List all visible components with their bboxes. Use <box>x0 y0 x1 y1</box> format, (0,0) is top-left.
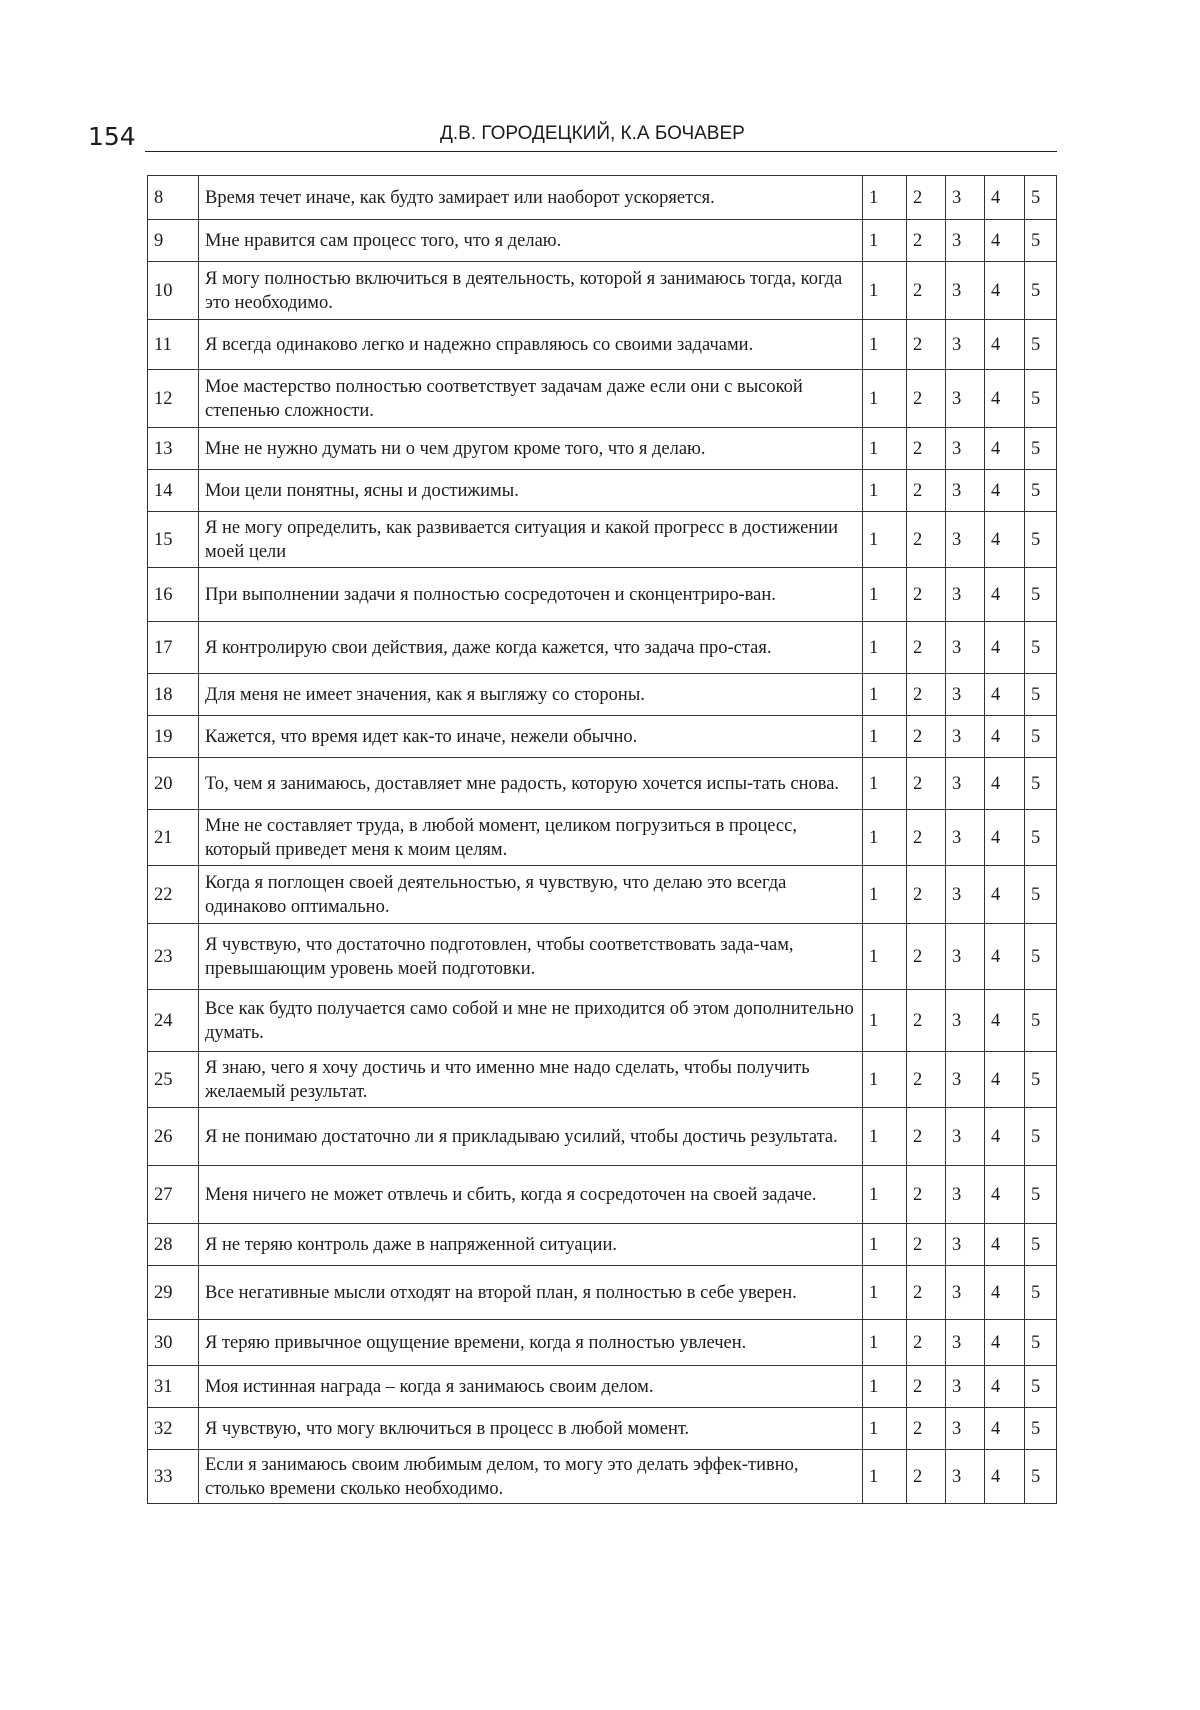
scale-option-1[interactable]: 1 <box>863 924 907 990</box>
scale-option-5[interactable]: 5 <box>1025 1166 1057 1224</box>
scale-option-3[interactable]: 3 <box>946 674 985 716</box>
scale-option-1[interactable]: 1 <box>863 1108 907 1166</box>
item-number: 16 <box>148 568 199 622</box>
table-row <box>148 1366 1057 1408</box>
scale-option-3[interactable]: 3 <box>946 262 985 320</box>
item-statement: Время течет иначе, как будто замирает или наоборот ускоряется. <box>199 176 863 220</box>
scale-option-5[interactable]: 5 <box>1025 262 1057 320</box>
item-number: 20 <box>148 758 199 810</box>
item-number: 15 <box>148 512 199 568</box>
scale-option-4[interactable]: 4 <box>985 1320 1025 1366</box>
scale-option-5[interactable]: 5 <box>1025 370 1057 428</box>
item-number: 27 <box>148 1166 199 1224</box>
scale-option-3[interactable]: 3 <box>946 924 985 990</box>
scale-option-3[interactable]: 3 <box>946 176 985 220</box>
item-number: 28 <box>148 1224 199 1266</box>
scale-option-5[interactable]: 5 <box>1025 866 1057 924</box>
scale-option-3[interactable]: 3 <box>946 512 985 568</box>
scale-option-3[interactable]: 3 <box>946 1366 985 1408</box>
table-row <box>148 1166 1057 1224</box>
item-statement: Мне нравится сам процесс того, что я делаю. <box>199 220 863 262</box>
scale-option-5[interactable]: 5 <box>1025 470 1057 512</box>
table-row <box>148 1450 1057 1504</box>
item-number: 18 <box>148 674 199 716</box>
scale-option-1[interactable]: 1 <box>863 1224 907 1266</box>
item-number: 32 <box>148 1408 199 1450</box>
scale-option-1[interactable]: 1 <box>863 1366 907 1408</box>
scale-option-5[interactable]: 5 <box>1025 990 1057 1052</box>
item-number: 17 <box>148 622 199 674</box>
scale-option-2[interactable]: 2 <box>907 512 946 568</box>
scale-option-4[interactable]: 4 <box>985 622 1025 674</box>
item-number: 23 <box>148 924 199 990</box>
item-statement: Я контролирую свои действия, даже когда кажется, что задача про-стая. <box>199 622 863 674</box>
scale-option-1[interactable]: 1 <box>863 716 907 758</box>
scale-option-2[interactable]: 2 <box>907 1266 946 1320</box>
running-title: Д.В. ГОРОДЕЦКИЙ, К.А БОЧАВЕР <box>440 123 745 144</box>
table-row <box>148 370 1057 428</box>
scale-option-2[interactable]: 2 <box>907 262 946 320</box>
item-statement: Меня ничего не может отвлечь и сбить, когда я сосредоточен на своей задаче. <box>199 1166 863 1224</box>
table-row <box>148 176 1057 220</box>
scale-option-1[interactable]: 1 <box>863 674 907 716</box>
scale-option-1[interactable]: 1 <box>863 428 907 470</box>
item-number: 33 <box>148 1450 199 1504</box>
scale-option-3[interactable]: 3 <box>946 1166 985 1224</box>
scale-option-2[interactable]: 2 <box>907 1408 946 1450</box>
item-number: 26 <box>148 1108 199 1166</box>
scale-option-4[interactable]: 4 <box>985 512 1025 568</box>
item-number: 12 <box>148 370 199 428</box>
item-statement: Я теряю привычное ощущение времени, когда я полностью увлечен. <box>199 1320 863 1366</box>
scale-option-1[interactable]: 1 <box>863 1166 907 1224</box>
scale-option-2[interactable]: 2 <box>907 758 946 810</box>
scale-option-5[interactable]: 5 <box>1025 1320 1057 1366</box>
scale-option-5[interactable]: 5 <box>1025 320 1057 370</box>
scale-option-3[interactable]: 3 <box>946 622 985 674</box>
scale-option-5[interactable]: 5 <box>1025 428 1057 470</box>
table-row <box>148 428 1057 470</box>
scale-option-1[interactable]: 1 <box>863 810 907 866</box>
scale-option-1[interactable]: 1 <box>863 866 907 924</box>
table-row <box>148 1408 1057 1450</box>
item-number: 29 <box>148 1266 199 1320</box>
page-number: 154 <box>88 122 136 151</box>
scale-option-1[interactable]: 1 <box>863 220 907 262</box>
item-statement: Я не теряю контроль даже в напряженной ситуации. <box>199 1224 863 1266</box>
scale-option-1[interactable]: 1 <box>863 1320 907 1366</box>
table-row <box>148 512 1057 568</box>
item-statement: Когда я поглощен своей деятельностью, я чувствую, что делаю это всегда одинаково оптимально. <box>199 866 863 924</box>
scale-option-3[interactable]: 3 <box>946 1408 985 1450</box>
scale-option-4[interactable]: 4 <box>985 758 1025 810</box>
table-row <box>148 758 1057 810</box>
scale-option-4[interactable]: 4 <box>985 1408 1025 1450</box>
scale-option-2[interactable]: 2 <box>907 866 946 924</box>
scale-option-2[interactable]: 2 <box>907 1166 946 1224</box>
scale-option-1[interactable]: 1 <box>863 512 907 568</box>
scale-option-4[interactable]: 4 <box>985 866 1025 924</box>
table-row <box>148 1108 1057 1166</box>
scale-option-4[interactable]: 4 <box>985 320 1025 370</box>
scale-option-5[interactable]: 5 <box>1025 1366 1057 1408</box>
scale-option-3[interactable]: 3 <box>946 1108 985 1166</box>
scale-option-2[interactable]: 2 <box>907 810 946 866</box>
scale-option-3[interactable]: 3 <box>946 370 985 428</box>
scale-option-5[interactable]: 5 <box>1025 758 1057 810</box>
scale-option-2[interactable]: 2 <box>907 990 946 1052</box>
scale-option-4[interactable]: 4 <box>985 810 1025 866</box>
scale-option-2[interactable]: 2 <box>907 1052 946 1108</box>
scale-option-4[interactable]: 4 <box>985 428 1025 470</box>
scale-option-5[interactable]: 5 <box>1025 1450 1057 1504</box>
header-rule <box>145 151 1057 152</box>
scale-option-2[interactable]: 2 <box>907 220 946 262</box>
item-statement: Моя истинная награда – когда я занимаюсь своим делом. <box>199 1366 863 1408</box>
scale-option-2[interactable]: 2 <box>907 674 946 716</box>
table-row <box>148 262 1057 320</box>
scale-option-4[interactable]: 4 <box>985 470 1025 512</box>
scale-option-2[interactable]: 2 <box>907 1224 946 1266</box>
item-statement: Мое мастерство полностью соответствует задачам даже если они с высокой степенью сложности. <box>199 370 863 428</box>
scale-option-3[interactable]: 3 <box>946 866 985 924</box>
scale-option-4[interactable]: 4 <box>985 1052 1025 1108</box>
scale-option-1[interactable]: 1 <box>863 176 907 220</box>
item-number: 11 <box>148 320 199 370</box>
survey-table <box>147 175 1057 1504</box>
item-statement: Я могу полностью включиться в деятельность, которой я занимаюсь тогда, когда это необходимо. <box>199 262 863 320</box>
scale-option-5[interactable]: 5 <box>1025 176 1057 220</box>
table-row <box>148 622 1057 674</box>
item-statement: Все негативные мысли отходят на второй план, я полностью в себе уверен. <box>199 1266 863 1320</box>
scale-option-2[interactable]: 2 <box>907 716 946 758</box>
item-number: 14 <box>148 470 199 512</box>
table-row <box>148 866 1057 924</box>
scale-option-2[interactable]: 2 <box>907 1320 946 1366</box>
scale-option-3[interactable]: 3 <box>946 1266 985 1320</box>
item-statement: Я чувствую, что достаточно подготовлен, чтобы соответствовать зада-чам, превышающим уровень моей подготовки. <box>199 924 863 990</box>
scale-option-5[interactable]: 5 <box>1025 220 1057 262</box>
scale-option-5[interactable]: 5 <box>1025 1408 1057 1450</box>
scale-option-2[interactable]: 2 <box>907 370 946 428</box>
scale-option-1[interactable]: 1 <box>863 320 907 370</box>
table-row <box>148 924 1057 990</box>
item-statement: Я чувствую, что могу включиться в процесс в любой момент. <box>199 1408 863 1450</box>
scale-option-3[interactable]: 3 <box>946 428 985 470</box>
scale-option-3[interactable]: 3 <box>946 1450 985 1504</box>
table-row <box>148 220 1057 262</box>
item-statement: Я не могу определить, как развивается ситуация и какой прогресс в достижении моей цели <box>199 512 863 568</box>
item-number: 8 <box>148 176 199 220</box>
scale-option-4[interactable]: 4 <box>985 1224 1025 1266</box>
item-statement: Для меня не имеет значения, как я выгляжу со стороны. <box>199 674 863 716</box>
item-number: 9 <box>148 220 199 262</box>
scale-option-4[interactable]: 4 <box>985 990 1025 1052</box>
scale-option-4[interactable]: 4 <box>985 924 1025 990</box>
item-number: 31 <box>148 1366 199 1408</box>
scale-option-3[interactable]: 3 <box>946 320 985 370</box>
scale-option-1[interactable]: 1 <box>863 262 907 320</box>
scale-option-5[interactable]: 5 <box>1025 1266 1057 1320</box>
scale-option-5[interactable]: 5 <box>1025 716 1057 758</box>
scale-option-1[interactable]: 1 <box>863 1450 907 1504</box>
scale-option-5[interactable]: 5 <box>1025 622 1057 674</box>
scale-option-5[interactable]: 5 <box>1025 674 1057 716</box>
scale-option-2[interactable]: 2 <box>907 428 946 470</box>
item-number: 22 <box>148 866 199 924</box>
scale-option-3[interactable]: 3 <box>946 716 985 758</box>
item-statement: Мои цели понятны, ясны и достижимы. <box>199 470 863 512</box>
item-statement: То, чем я занимаюсь, доставляет мне радость, которую хочется испы-тать снова. <box>199 758 863 810</box>
item-number: 25 <box>148 1052 199 1108</box>
scale-option-3[interactable]: 3 <box>946 758 985 810</box>
table-row <box>148 990 1057 1052</box>
table-row <box>148 470 1057 512</box>
scale-option-2[interactable]: 2 <box>907 1366 946 1408</box>
scale-option-4[interactable]: 4 <box>985 1450 1025 1504</box>
scale-option-1[interactable]: 1 <box>863 1408 907 1450</box>
item-statement: При выполнении задачи я полностью сосредоточен и сконцентриро-ван. <box>199 568 863 622</box>
scale-option-2[interactable]: 2 <box>907 1108 946 1166</box>
table-row <box>148 568 1057 622</box>
item-number: 10 <box>148 262 199 320</box>
scale-option-1[interactable]: 1 <box>863 470 907 512</box>
scale-option-1[interactable]: 1 <box>863 990 907 1052</box>
scale-option-5[interactable]: 5 <box>1025 924 1057 990</box>
table-row <box>148 674 1057 716</box>
table-row <box>148 320 1057 370</box>
scale-option-1[interactable]: 1 <box>863 1266 907 1320</box>
scale-option-2[interactable]: 2 <box>907 470 946 512</box>
scale-option-4[interactable]: 4 <box>985 1108 1025 1166</box>
item-statement: Все как будто получается само собой и мне не приходится об этом дополнительно думать. <box>199 990 863 1052</box>
scale-option-4[interactable]: 4 <box>985 220 1025 262</box>
scale-option-4[interactable]: 4 <box>985 176 1025 220</box>
table-row <box>148 1266 1057 1320</box>
scale-option-3[interactable]: 3 <box>946 1224 985 1266</box>
scale-option-3[interactable]: 3 <box>946 1320 985 1366</box>
scale-option-4[interactable]: 4 <box>985 716 1025 758</box>
item-number: 19 <box>148 716 199 758</box>
scale-option-4[interactable]: 4 <box>985 262 1025 320</box>
item-number: 24 <box>148 990 199 1052</box>
item-statement: Кажется, что время идет как-то иначе, нежели обычно. <box>199 716 863 758</box>
table-row <box>148 1320 1057 1366</box>
scale-option-5[interactable]: 5 <box>1025 1224 1057 1266</box>
scale-option-2[interactable]: 2 <box>907 924 946 990</box>
scale-option-1[interactable]: 1 <box>863 622 907 674</box>
survey-table-body <box>148 176 1057 1504</box>
item-statement: Мне не составляет труда, в любой момент, целиком погрузиться в процесс, который приведет меня к моим целям. <box>199 810 863 866</box>
scale-option-4[interactable]: 4 <box>985 1366 1025 1408</box>
scale-option-4[interactable]: 4 <box>985 674 1025 716</box>
scale-option-4[interactable]: 4 <box>985 1166 1025 1224</box>
scale-option-4[interactable]: 4 <box>985 568 1025 622</box>
item-number: 30 <box>148 1320 199 1366</box>
scale-option-5[interactable]: 5 <box>1025 1108 1057 1166</box>
scale-option-2[interactable]: 2 <box>907 320 946 370</box>
scale-option-4[interactable]: 4 <box>985 370 1025 428</box>
scale-option-3[interactable]: 3 <box>946 810 985 866</box>
scale-option-5[interactable]: 5 <box>1025 1052 1057 1108</box>
item-statement: Мне не нужно думать ни о чем другом кроме того, что я делаю. <box>199 428 863 470</box>
table-row <box>148 1052 1057 1108</box>
scale-option-3[interactable]: 3 <box>946 1052 985 1108</box>
table-row <box>148 1224 1057 1266</box>
item-number: 13 <box>148 428 199 470</box>
item-statement: Если я занимаюсь своим любимым делом, то могу это делать эффек-тивно, столько времени сколько необходимо. <box>199 1450 863 1504</box>
scale-option-1[interactable]: 1 <box>863 758 907 810</box>
table-row <box>148 716 1057 758</box>
scale-option-1[interactable]: 1 <box>863 1052 907 1108</box>
scale-option-2[interactable]: 2 <box>907 568 946 622</box>
scale-option-1[interactable]: 1 <box>863 568 907 622</box>
item-statement: Я не понимаю достаточно ли я прикладываю усилий, чтобы достичь результата. <box>199 1108 863 1166</box>
scale-option-5[interactable]: 5 <box>1025 512 1057 568</box>
scale-option-3[interactable]: 3 <box>946 470 985 512</box>
table-row <box>148 810 1057 866</box>
scale-option-3[interactable]: 3 <box>946 568 985 622</box>
scale-option-2[interactable]: 2 <box>907 1450 946 1504</box>
scale-option-2[interactable]: 2 <box>907 622 946 674</box>
scale-option-5[interactable]: 5 <box>1025 568 1057 622</box>
item-statement: Я знаю, чего я хочу достичь и что именно мне надо сделать, чтобы получить желаемый результат. <box>199 1052 863 1108</box>
item-statement: Я всегда одинаково легко и надежно справляюсь со своими задачами. <box>199 320 863 370</box>
scale-option-4[interactable]: 4 <box>985 1266 1025 1320</box>
scale-option-3[interactable]: 3 <box>946 220 985 262</box>
item-number: 21 <box>148 810 199 866</box>
scale-option-5[interactable]: 5 <box>1025 810 1057 866</box>
scale-option-3[interactable]: 3 <box>946 990 985 1052</box>
scale-option-2[interactable]: 2 <box>907 176 946 220</box>
scale-option-1[interactable]: 1 <box>863 370 907 428</box>
